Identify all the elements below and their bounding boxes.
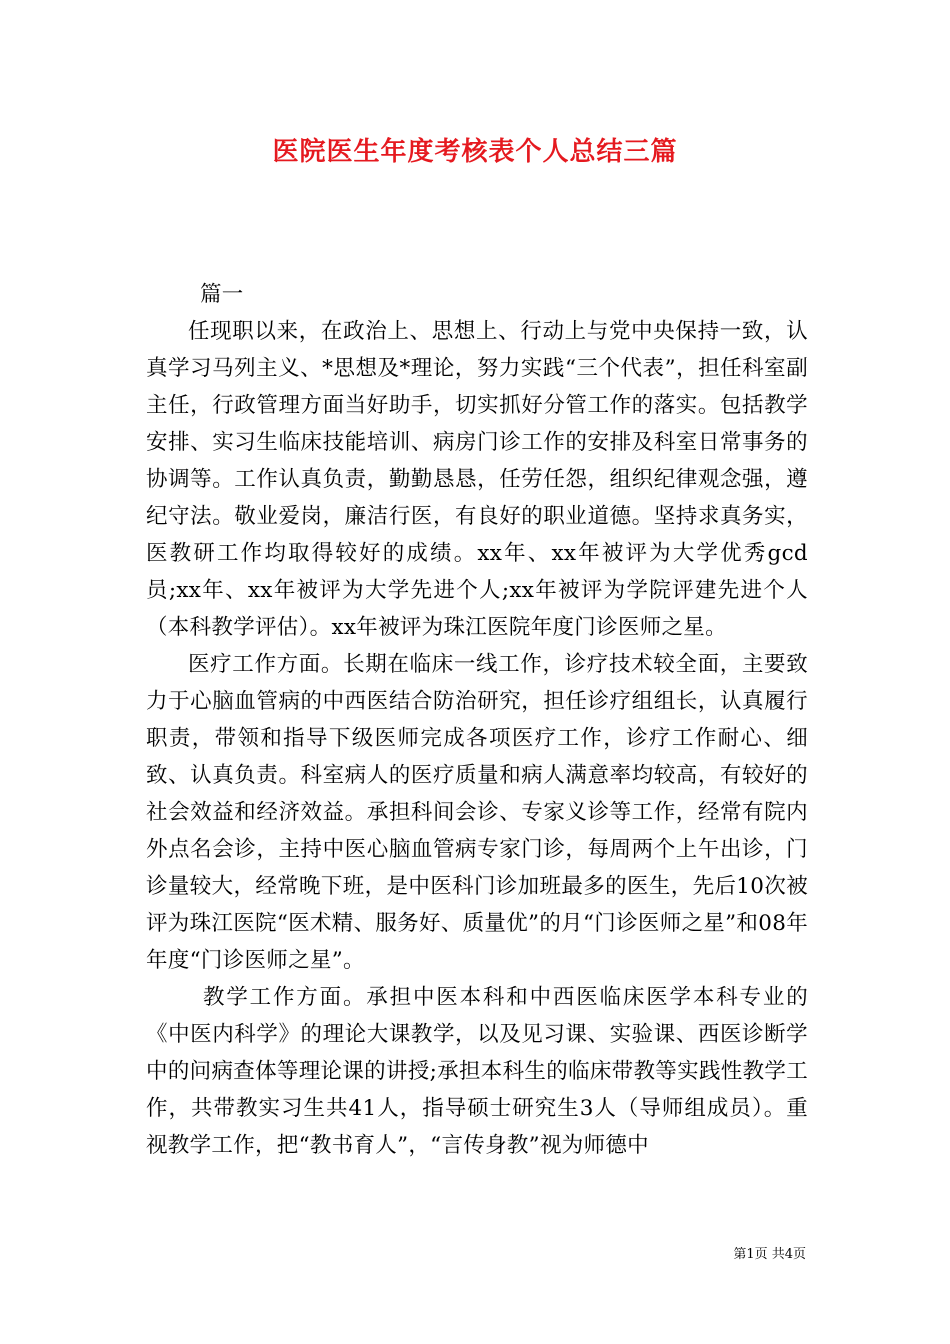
document-body: [146, 276, 808, 1164]
section-heading: 篇一: [200, 282, 244, 307]
page-number: 第1页 共4页: [733, 1247, 806, 1262]
paragraph-medical-work: 医疗工作方面。长期在临床一线工作，诊疗技术较全面，主要致力于心脑血管病的中西医结合防治研究，担任诊疗组组长，认真履行职责，带领和指导下级医师完成各项医疗工作，诊疗工作耐心、细致、认真负责。科室病人的医疗质量和病人满意率均较高，有较好的社会效益和经济效益。承担科间会诊、专家义诊等工作，经常有院内外点名会诊，主持中医心脑血管病专家门诊，每周两个上午出诊，门诊量较大，经常晚下班，是中医科门诊加班最多的医生，先后10次被评为珠江医院“医术精、服务好、质量优”的月“门诊医师之星”和08年年度“门诊医师之星”。: [146, 652, 808, 973]
paragraph-teaching-work: 教学工作方面。承担中医本科和中西医临床医学本科专业的《中医内科学》的理论大课教学，以及见习课、实验课、西医诊断学中的问病查体等理论课的讲授;承担本科生的临床带教等实践性教学工作，共带教实习生共41人，指导硕士研究生3人（导师组成员）。重视教学工作，把“教书育人”，“言传身教”视为师德中: [146, 985, 808, 1158]
document-title: 医院医生年度考核表个人总结三篇: [272, 137, 678, 167]
paragraph-political: 任现职以来，在政治上、思想上、行动上与党中央保持一致，认真学习马列主义、*思想及*理论，努力实践“三个代表”，担任科室副主任，行政管理方面当好助手，切实抓好分管工作的落实。包括教学安排、实习生临床技能培训、病房门诊工作的安排及科室日常事务的协调等。工作认真负责，勤勤恳恳，任劳任怨，组织纪律观念强，遵纪守法。敬业爱岗，廉洁行医，有良好的职业道德。坚持求真务实，医教研工作均取得较好的成绩。xx年、xx年被评为大学优秀gcd员;xx年、xx年被评为大学先进个人;xx年被评为学院评建先进个人（本科教学评估）。xx年被评为珠江医院年度门诊医师之星。: [146, 319, 808, 640]
